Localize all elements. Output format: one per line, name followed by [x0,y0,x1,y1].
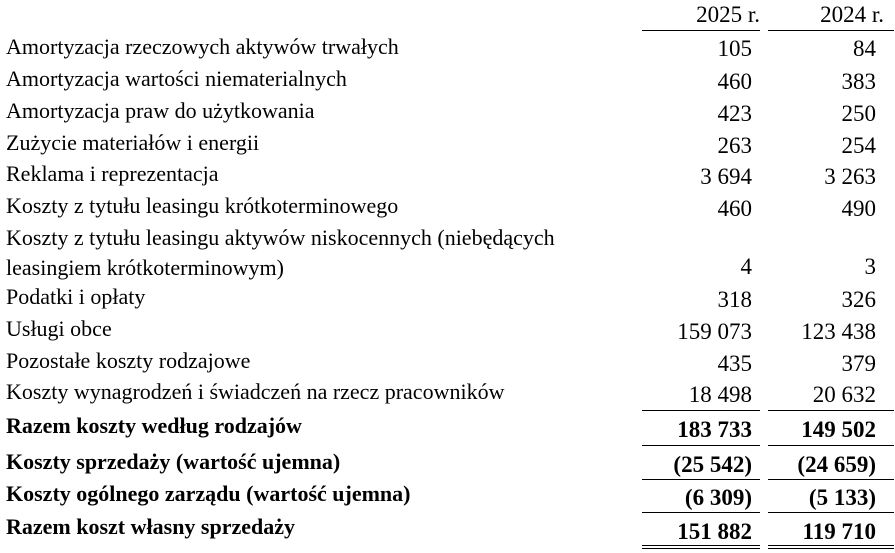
column-header-2025: 2025 r. [696,2,760,27]
total-value-2025: (25 542) [673,452,752,477]
row-label-line-1: Koszty z tytułu leasingu aktywów niskocennych (niebędących [6,225,555,250]
total-value-2024: (24 659) [797,452,876,477]
value-2024: 326 [841,287,876,312]
row-label: Podatki i opłaty [6,284,146,309]
value-2025: 435 [717,351,752,376]
row-label: Reklama i reprezentacja [6,161,219,186]
rule-2024 [768,479,894,480]
row-label: Zużycie materiałów i energii [6,130,260,155]
value-2025: 159 073 [677,319,752,344]
value-2025: 318 [717,287,752,312]
total-value-2025: 183 733 [677,417,752,442]
value-2024: 250 [841,101,876,126]
subtotal-rule-2024 [768,410,894,411]
rule-2024 [768,445,894,446]
value-2024: 123 438 [801,319,876,344]
total-value-2024: (5 133) [808,485,876,510]
value-2025: 460 [717,196,752,221]
grand-total-label: Razem koszt własny sprzedaży [6,514,296,539]
row-label: Amortyzacja wartości niematerialnych [6,66,347,91]
value-2024: 379 [841,351,876,376]
value-2024: 84 [853,36,876,61]
double-rule-2025 [642,545,760,549]
header-underline-2025 [642,30,760,31]
value-2024: 3 [864,254,876,279]
total-label: Koszty ogólnego zarządu (wartość ujemna) [6,481,411,506]
value-2025: 105 [717,36,752,61]
value-2025: 18 498 [688,382,752,407]
value-2025: 263 [717,133,752,158]
subtotal-rule-2025 [642,410,760,411]
rule-2024 [768,512,894,513]
grand-total-value-2024: 119 710 [802,519,876,544]
row-label-line-2: leasingiem krótkoterminowym) [6,255,284,280]
row-label: Koszty wynagrodzeń i świadczeń na rzecz pracowników [6,379,505,404]
value-2024: 383 [841,69,876,94]
header-underline-2024 [768,30,894,31]
total-value-2025: (6 309) [684,485,752,510]
row-label: Koszty z tytułu leasingu krótkoterminowego [6,193,399,218]
row-label: Amortyzacja rzeczowych aktywów trwałych [6,34,399,59]
value-2024: 3 263 [824,164,876,189]
row-label: Pozostałe koszty rodzajowe [6,348,251,373]
row-label: Amortyzacja praw do użytkowania [6,98,315,123]
value-2024: 254 [841,133,876,158]
double-rule-2024 [768,545,894,549]
value-2025: 423 [717,101,752,126]
row-label: Usługi obce [6,316,112,341]
value-2025: 4 [740,254,752,279]
value-2025: 3 694 [700,164,752,189]
rule-2025 [642,445,760,446]
column-header-2024: 2024 r. [820,2,884,27]
rule-2025 [642,479,760,480]
total-label: Koszty sprzedaży (wartość ujemna) [6,449,341,474]
grand-total-value-2025: 151 882 [677,519,752,544]
value-2024: 20 632 [812,382,876,407]
value-2024: 490 [841,196,876,221]
total-value-2024: 149 502 [801,417,876,442]
value-2025: 460 [717,69,752,94]
total-label: Razem koszty według rodzajów [6,413,302,438]
rule-2025 [642,512,760,513]
